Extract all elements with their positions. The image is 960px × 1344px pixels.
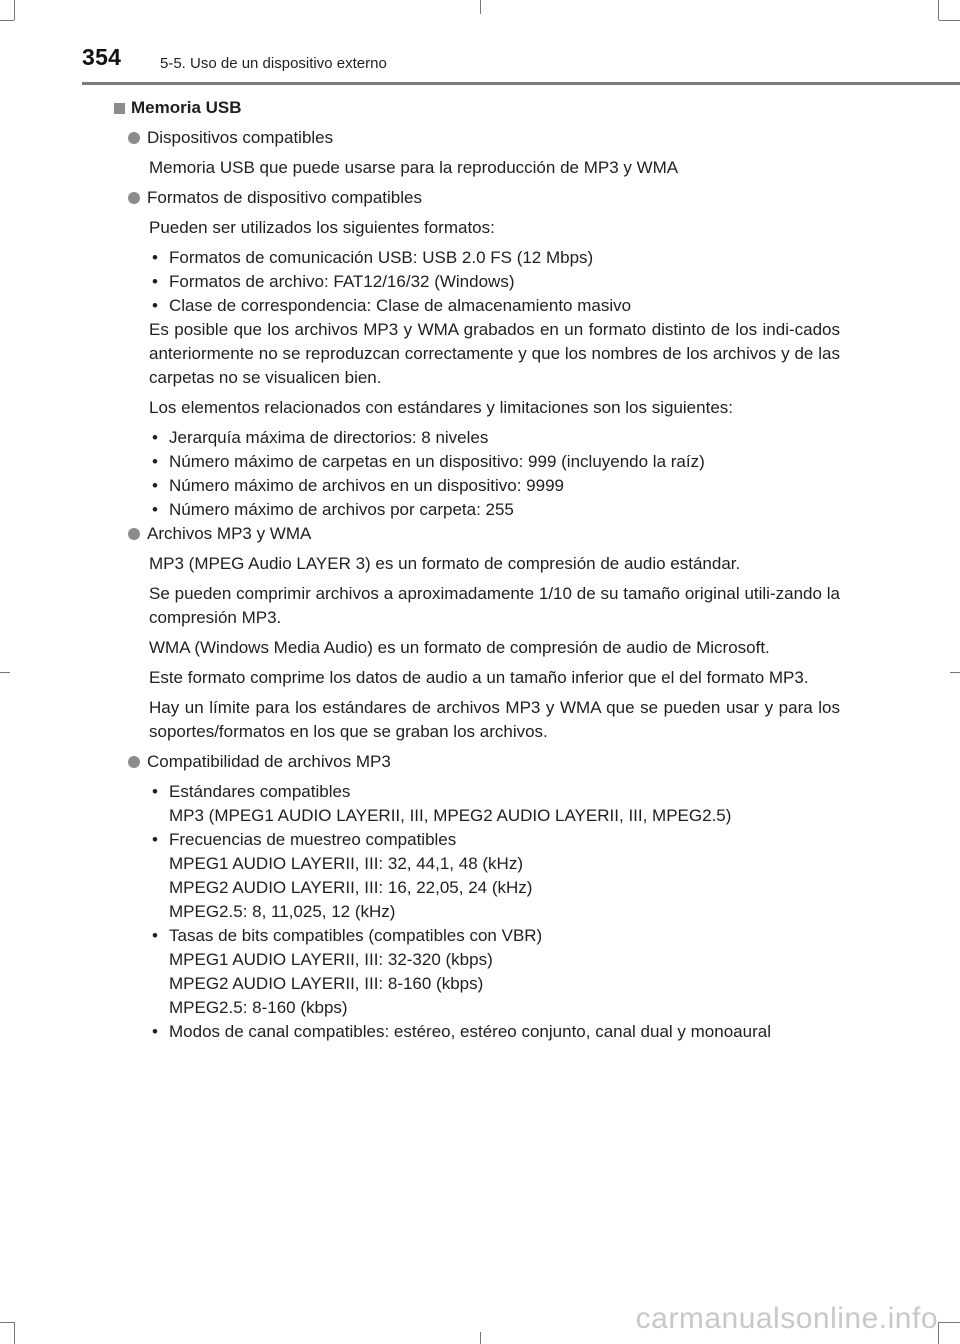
section-heading-text: Memoria USB	[131, 98, 242, 117]
crop-mark	[480, 1332, 481, 1344]
crop-mark	[938, 1322, 939, 1344]
limits-list	[149, 426, 840, 522]
format-list	[149, 246, 840, 318]
subsection-heading	[100, 750, 840, 774]
list-item: • Número máximo de archivos por carpeta: 255	[152, 500, 514, 519]
subsection-heading-text: Compatibilidad de archivos MP3	[147, 752, 391, 771]
page-header	[0, 0, 960, 90]
list-item: • Formatos de comunicación USB: USB 2.0 FS (12 Mbps)	[152, 248, 594, 267]
subsection-heading-text: Archivos MP3 y WMA	[147, 524, 312, 543]
crop-mark	[939, 1322, 960, 1323]
mp3-compat-list	[149, 780, 840, 1044]
list-item: • Número máximo de archivos en un dispositivo: 9999	[152, 476, 564, 495]
subsection-heading-text: Dispositivos compatibles	[147, 128, 334, 147]
subsection-heading	[100, 126, 840, 150]
crop-mark	[0, 1322, 14, 1323]
page-content	[100, 96, 840, 1050]
paragraph: Los elementos relacionados con estándares y limitaciones son los siguientes:	[149, 398, 733, 417]
header-divider	[82, 82, 960, 85]
list-item: • Estándares compatibles MP3 (MPEG1 AUDIO LAYERII, III, MPEG2 AUDIO LAYERII, III, MPEG2.5)	[152, 782, 732, 825]
section-heading	[100, 96, 840, 120]
list-item: • Modos de canal compatibles: estéreo, estéreo conjunto, canal dual y monoaural	[152, 1022, 771, 1041]
circle-bullet-icon	[128, 192, 140, 204]
crop-mark	[950, 672, 960, 673]
paragraph: Memoria USB que puede usarse para la reproducción de MP3 y WMA	[149, 158, 679, 177]
crop-mark	[0, 672, 10, 673]
circle-bullet-icon	[128, 528, 140, 540]
list-item: • Número máximo de carpetas en un dispositivo: 999 (incluyendo la raíz)	[152, 452, 705, 471]
circle-bullet-icon	[128, 756, 140, 768]
list-item: • Frecuencias de muestreo compatibles MPEG1 AUDIO LAYERII, III: 32, 44,1, 48 (kHz) MPEG2 AUDIO LAYERII, III: 16, 22,05, 24 (kHz) MPEG2.5: 8, 11,025, 12 (kHz)	[152, 830, 533, 921]
list-item: • Tasas de bits compatibles (compatibles con VBR) MPEG1 AUDIO LAYERII, III: 32-320 (kbps) MPEG2 AUDIO LAYERII, III: 8-160 (kbps) MPEG2.5: 8-160 (kbps)	[152, 926, 543, 1017]
list-item: • Formatos de archivo: FAT12/16/32 (Windows)	[152, 272, 515, 291]
crop-mark	[14, 1322, 15, 1344]
subsection-heading	[100, 186, 840, 210]
paragraph: Pueden ser utilizados los siguientes formatos:	[149, 218, 495, 237]
subsection-heading	[100, 522, 840, 546]
subsection-heading-text: Formatos de dispositivo compatibles	[147, 188, 422, 207]
square-bullet-icon	[114, 103, 125, 114]
section-title: 5-5. Uso de un dispositivo externo	[160, 55, 387, 72]
paragraph: Se pueden comprimir archivos a aproximadamente 1/10 de su tamaño original utili-zando la compresión MP3.	[149, 584, 840, 627]
paragraph: WMA (Windows Media Audio) es un formato de compresión de audio de Microsoft.	[149, 638, 770, 657]
paragraph: Es posible que los archivos MP3 y WMA grabados en un formato distinto de los indi-cados anteriormente no se reproduzcan correctamente y que los nombres de los archivos y de las carpetas no se visualicen bien.	[149, 320, 840, 387]
list-item: • Clase de correspondencia: Clase de almacenamiento masivo	[152, 296, 632, 315]
paragraph: MP3 (MPEG Audio LAYER 3) es un formato de compresión de audio estándar.	[149, 554, 741, 573]
circle-bullet-icon	[128, 132, 140, 144]
watermark: carmanualsonline.info	[635, 1302, 938, 1335]
list-item: • Jerarquía máxima de directorios: 8 niveles	[152, 428, 489, 447]
paragraph: Hay un límite para los estándares de archivos MP3 y WMA que se pueden usar y para los soportes/formatos en los que se graban los archivos.	[149, 698, 840, 741]
page-number: 354	[82, 44, 122, 70]
paragraph: Este formato comprime los datos de audio a un tamaño inferior que el del formato MP3.	[149, 668, 809, 687]
